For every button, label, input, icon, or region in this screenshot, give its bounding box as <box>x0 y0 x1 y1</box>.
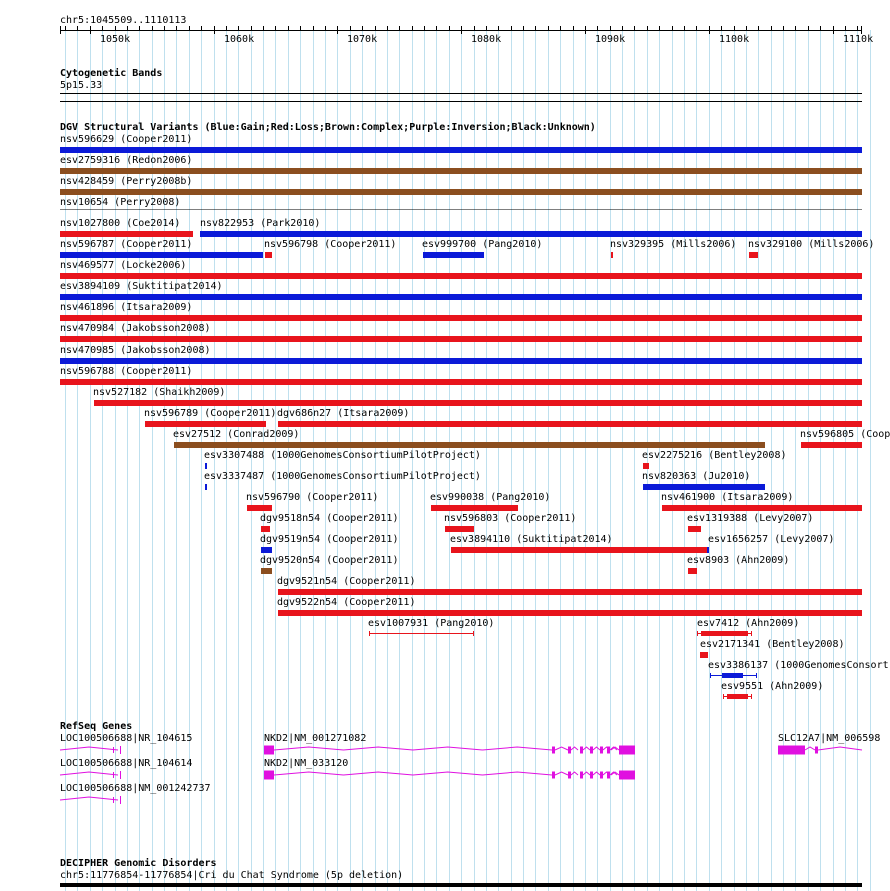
variant-bar <box>94 400 862 406</box>
gene-intron <box>60 747 118 750</box>
variant-bar <box>261 568 272 574</box>
gene-intron <box>413 772 483 775</box>
variant-label[interactable]: esv3307488 (1000GenomesConsortiumPilotProject) <box>204 450 481 461</box>
gene-exon <box>552 747 555 754</box>
gene-intron <box>571 772 578 775</box>
variant-label[interactable]: nsv469577 (Locke2006) <box>60 260 187 271</box>
variant-bar <box>60 168 862 174</box>
variant-label[interactable]: nsv10654 (Perry2008) <box>60 197 181 208</box>
variant-label[interactable]: esv1656257 (Levy2007) <box>708 534 835 545</box>
variant-label[interactable]: nsv822953 (Park2010) <box>200 218 321 229</box>
gene-exon <box>607 747 610 754</box>
variant-bar <box>60 252 263 258</box>
gene-label[interactable]: LOC100506688|NR_104614 <box>60 758 193 769</box>
variant-bar <box>278 589 862 595</box>
variant-bar <box>247 505 272 511</box>
gene-intron <box>555 747 568 750</box>
variant-bar <box>174 442 765 448</box>
variant-bar <box>265 252 272 258</box>
variant-label[interactable]: nsv596805 (Coop <box>800 429 890 440</box>
variant-bar <box>60 379 862 385</box>
variant-bar <box>60 336 862 342</box>
gene-exon <box>264 771 274 780</box>
variant-label[interactable]: nsv596788 (Cooper2011) <box>60 366 193 377</box>
variant-bar <box>451 547 707 553</box>
gene-intron <box>555 772 568 775</box>
gene-label[interactable]: SLC12A7|NM_006598 <box>778 733 881 744</box>
variant-label[interactable]: esv990038 (Pang2010) <box>430 492 551 503</box>
variant-bar-thick <box>722 673 743 678</box>
variant-label[interactable]: esv2275216 (Bentley2008) <box>642 450 787 461</box>
tick-label: 1050k <box>100 34 131 45</box>
variant-label[interactable]: esv2759316 (Redon2006) <box>60 155 193 166</box>
variant-bar-thick <box>727 694 748 699</box>
variant-bar-thick <box>701 631 748 636</box>
variant-label[interactable]: esv1007931 (Pang2010) <box>368 618 495 629</box>
variant-label[interactable]: nsv596789 (Cooper2011) <box>144 408 277 419</box>
tick-label: 1070k <box>347 34 378 45</box>
variant-bar <box>749 252 758 258</box>
variant-label[interactable]: esv3894110 (Suktitipat2014) <box>450 534 613 545</box>
gene-intron <box>274 772 344 775</box>
variant-bar <box>60 358 862 364</box>
tick-label: 1100k <box>719 34 750 45</box>
variant-label[interactable]: nsv329395 (Mills2006) <box>610 239 737 250</box>
variant-label[interactable]: nsv428459 (Perry2008b) <box>60 176 193 187</box>
variant-bar <box>431 505 518 511</box>
gene-exon <box>568 747 571 754</box>
variant-label[interactable]: dgv9518n54 (Cooper2011) <box>260 513 399 524</box>
gene-label[interactable]: LOC100506688|NM_001242737 <box>60 783 211 794</box>
variant-bar <box>278 421 862 427</box>
variant-bar <box>60 273 862 279</box>
location-label: chr5:1045509..1110113 <box>60 15 187 26</box>
variant-label[interactable]: esv27512 (Conrad2009) <box>173 429 300 440</box>
tick-label: 1060k <box>224 34 255 45</box>
gene-intron <box>818 747 862 750</box>
variant-bar <box>801 442 862 448</box>
variant-label[interactable]: nsv596790 (Cooper2011) <box>246 492 379 503</box>
gene-exon <box>619 771 635 780</box>
variant-label[interactable]: esv8903 (Ahn2009) <box>687 555 790 566</box>
gene-label[interactable]: NKD2|NM_001271082 <box>264 733 367 744</box>
decipher-bar <box>60 883 862 887</box>
variant-bar <box>145 421 266 427</box>
variant-label[interactable]: esv2171341 (Bentley2008) <box>700 639 845 650</box>
variant-bar <box>200 231 862 237</box>
variant-bar <box>60 315 862 321</box>
tick-label: 1090k <box>595 34 626 45</box>
refseq-track-title: RefSeq Genes <box>60 721 133 732</box>
variant-label[interactable]: nsv461896 (Itsara2009) <box>60 302 193 313</box>
variant-label[interactable]: esv3337487 (1000GenomesConsortiumPilotProject) <box>204 471 481 482</box>
gene-intron <box>60 797 118 800</box>
tick-label: 1110k <box>843 34 874 45</box>
variant-label[interactable]: esv3386137 (1000GenomesConsort <box>708 660 889 671</box>
gene-exon <box>552 772 555 779</box>
variant-bar <box>662 505 862 511</box>
gene-exon <box>580 772 583 779</box>
variant-label[interactable]: esv1319388 (Levy2007) <box>687 513 814 524</box>
variant-label[interactable]: nsv461900 (Itsara2009) <box>661 492 794 503</box>
gene-intron <box>344 772 414 775</box>
variant-label[interactable]: dgv9521n54 (Cooper2011) <box>277 576 416 587</box>
variant-label[interactable]: dgv9522n54 (Cooper2011) <box>277 597 416 608</box>
variant-bar <box>60 189 862 195</box>
gene-exon <box>590 747 593 754</box>
decipher-track-title: DECIPHER Genomic Disorders <box>60 858 217 869</box>
variant-label[interactable]: nsv1027800 (Coe2014) <box>60 218 181 229</box>
variant-bar <box>445 526 474 532</box>
tick-label: 1080k <box>471 34 502 45</box>
variant-label[interactable]: nsv527182 (Shaikh2009) <box>93 387 226 398</box>
gene-exon <box>590 772 593 779</box>
variant-label[interactable]: nsv596629 (Cooper2011) <box>60 134 193 145</box>
gene-intron <box>583 772 590 775</box>
gene-exon <box>580 747 583 754</box>
variant-label[interactable]: nsv820363 (Ju2010) <box>642 471 751 482</box>
gene-intron <box>593 772 600 775</box>
variant-bar <box>688 526 701 532</box>
variant-label[interactable]: nsv329100 (Mills2006) <box>748 239 875 250</box>
variant-bar <box>60 294 862 300</box>
variant-label[interactable]: esv3894109 (Suktitipat2014) <box>60 281 223 292</box>
variant-bar <box>278 610 862 616</box>
gene-intron <box>571 747 578 750</box>
variant-label[interactable]: esv9551 (Ahn2009) <box>721 681 824 692</box>
variant-bar <box>700 652 708 658</box>
gene-exon <box>778 746 805 755</box>
gene-intron <box>583 747 590 750</box>
variant-label[interactable]: nsv596798 (Cooper2011) <box>264 239 397 250</box>
variant-bar <box>688 568 697 574</box>
variant-bar <box>707 547 709 553</box>
gene-exon <box>815 747 818 754</box>
gene-label[interactable]: NKD2|NM_033120 <box>264 758 349 769</box>
variant-bar <box>643 463 649 469</box>
gene-exon <box>568 772 571 779</box>
variant-label[interactable]: dgv9519n54 (Cooper2011) <box>260 534 399 545</box>
gene-intron <box>274 747 344 750</box>
gene-intron <box>805 747 815 750</box>
variant-label[interactable]: dgv686n27 (Itsara2009) <box>277 408 410 419</box>
variant-label[interactable]: nsv470984 (Jakobsson2008) <box>60 323 211 334</box>
variant-bar <box>261 526 270 532</box>
gene-exon <box>264 746 274 755</box>
variant-bar <box>205 484 207 490</box>
gene-intron <box>413 747 483 750</box>
gene-exon <box>600 747 603 754</box>
gene-exon <box>619 746 635 755</box>
variant-label[interactable]: esv999700 (Pang2010) <box>422 239 543 250</box>
gene-label[interactable]: LOC100506688|NR_104615 <box>60 733 193 744</box>
cytoband-label[interactable]: 5p15.33 <box>60 80 103 91</box>
gene-intron <box>483 747 553 750</box>
dgv-track-title: DGV Structural Variants (Blue:Gain;Red:Loss;Brown:Complex;Purple:Inversion;Black:Unknown) <box>60 122 596 133</box>
variant-label[interactable]: dgv9520n54 (Cooper2011) <box>260 555 399 566</box>
variant-label[interactable]: nsv596803 (Cooper2011) <box>444 513 577 524</box>
variant-bar <box>261 547 272 553</box>
variant-bar <box>643 484 765 490</box>
gene-intron <box>60 772 118 775</box>
decipher-item-label[interactable]: chr5:11776854-11776854|Cri du Chat Syndrome (5p deletion) <box>60 870 404 881</box>
gene-exon <box>600 772 603 779</box>
variant-bar <box>423 252 484 258</box>
variant-label[interactable]: nsv596787 (Cooper2011) <box>60 239 193 250</box>
variant-bar <box>205 463 207 469</box>
gene-exon <box>607 772 610 779</box>
gene-intron <box>483 772 553 775</box>
variant-label[interactable]: esv7412 (Ahn2009) <box>697 618 800 629</box>
variant-bar <box>60 231 193 237</box>
cytoband-track-title: Cytogenetic Bands <box>60 68 163 79</box>
variant-label[interactable]: nsv470985 (Jakobsson2008) <box>60 345 211 356</box>
gene-intron <box>344 747 414 750</box>
variant-bar <box>611 252 613 258</box>
variant-bar <box>60 147 862 153</box>
gene-intron <box>593 747 600 750</box>
